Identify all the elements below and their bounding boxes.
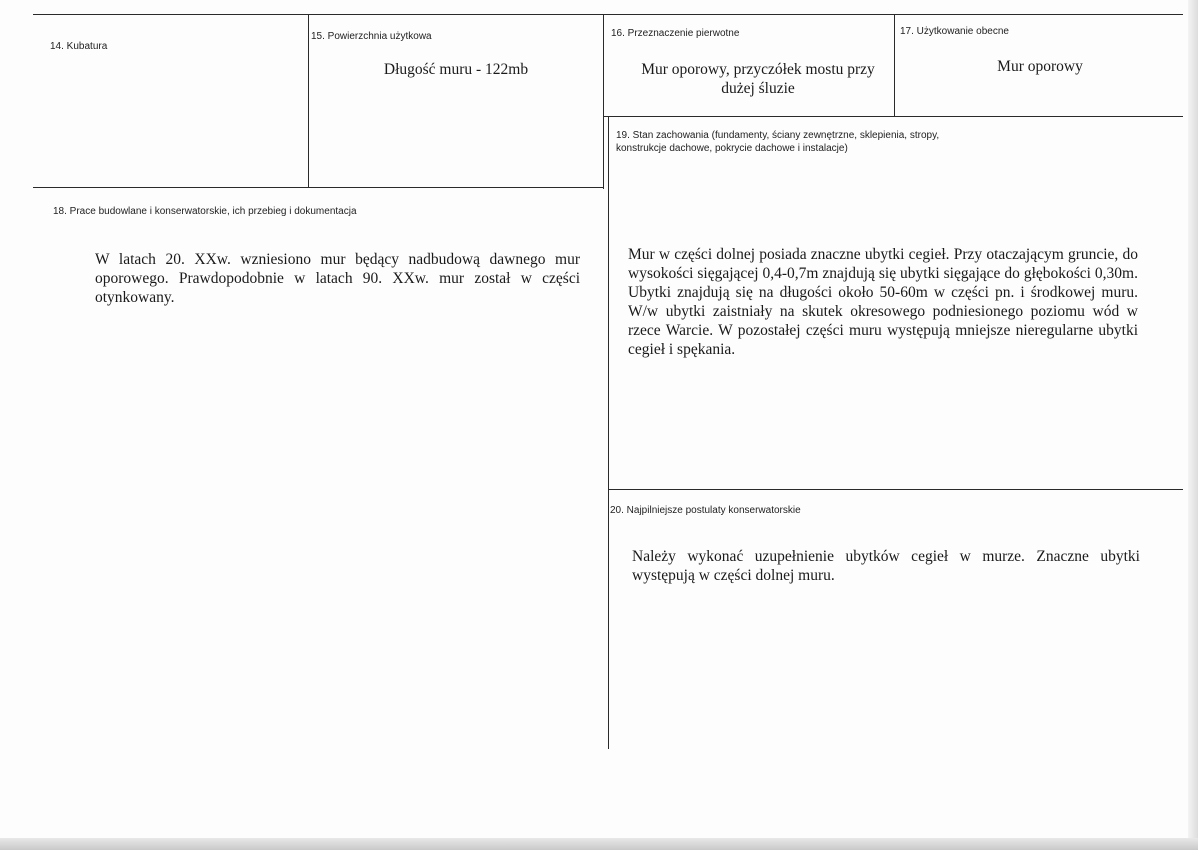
prace-value: W latach 20. XXw. wzniesiono mur będący nadbudową dawnego mur oporowego. Prawdopodobnie w latach 90. XXw. mur został w części otynkowany. [95,251,580,306]
postulaty-label: 20. Najpilniejsze postulaty konserwatorskie [610,505,801,516]
column-divider-15-16 [603,14,604,189]
row-divider-right-top [604,116,1183,117]
stan-value: Mur w części dolnej posiada znaczne ubytki cegieł. Przy otaczającym gruncie, do wysokości sięgającej 0,4-0,7m znajdują się ubytki sięgające do głębokości 0,30m. Ubytki znajdują się na długości około 50-60m w części pn. i środkowej muru. W/w ubytki zaistniały na skutek okresowego podniesionego poziomu wód w rzece Warcie. W pozostałej części muru występują mniejsze nieregularne ubytki cegieł i spękania. [628,246,1138,358]
powierzchnia-label: 15. Powierzchnia użytkowa [311,31,432,42]
uzytkowanie-label: 17. Użytkowanie obecne [900,26,1009,37]
scan-edge-right [1188,0,1198,850]
column-divider-16-17 [894,14,895,116]
top-border-line [33,14,1183,15]
prace-label: 18. Prace budowlane i konserwatorskie, ich przebieg i dokumentacja [53,206,357,217]
postulaty-value: Należy wykonać uzupełnienie ubytków cegieł w murze. Znaczne ubytki występują w części dolnej muru. [632,548,1140,584]
powierzchnia-value: Długość muru - 122mb [383,61,529,78]
main-column-divider [608,116,609,749]
przeznaczenie-value: Mur oporowy, przyczółek mostu przy dużej śluzie [641,61,875,97]
stan-label: 19. Stan zachowania (fundamenty, ściany zewnętrzne, sklepienia, stropy, konstrukcje dachowe, pokrycie dachowe i instalacje) [616,130,940,154]
przeznaczenie-label: 16. Przeznaczenie pierwotne [611,28,740,39]
row-divider-right-mid [608,489,1183,490]
kubatura-label: 14. Kubatura [50,41,108,52]
uzytkowanie-value: Mur oporowy [997,58,1083,75]
row-divider-left [33,187,604,188]
scan-edge-bottom [0,838,1198,850]
column-divider-14-15 [308,14,309,187]
